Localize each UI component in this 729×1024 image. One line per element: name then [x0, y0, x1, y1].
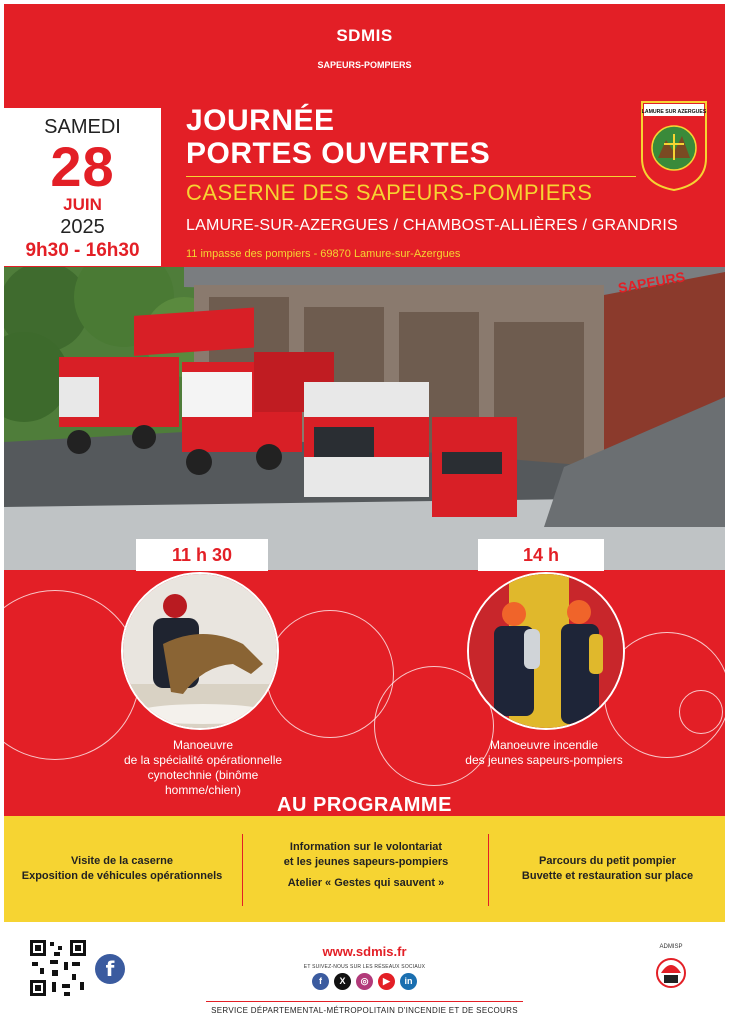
footer-org-text: SERVICE DÉPARTEMENTAL-MÉTROPOLITAIN D'INCENDIE ET DE SECOURS: [211, 1006, 518, 1015]
date-weekday: SAMEDI: [44, 116, 121, 138]
demo2-caption-line: des jeunes sapeurs-pompiers: [465, 753, 623, 767]
programme-title: AU PROGRAMME: [277, 794, 452, 816]
programme-col-2: [244, 840, 488, 891]
demo2-time: 14 h: [478, 539, 604, 571]
young-firefighters-photo: [467, 572, 625, 730]
date-box: [4, 108, 161, 266]
event-subtitle: CASERNE DES SAPEURS-POMPIERS: [186, 180, 593, 205]
programme-col-1: [4, 854, 240, 884]
crest-label: LAMURE SUR AZERGUES: [641, 109, 707, 115]
social-icons: [312, 973, 422, 991]
youtube-icon[interactable]: ▶: [378, 973, 395, 990]
programme-item: Buvette et restauration sur place: [521, 870, 694, 882]
programme-item: Parcours du petit pompier: [539, 855, 676, 867]
programme-item: Visite de la caserne: [71, 855, 173, 867]
title-divider: [186, 176, 636, 177]
linkedin-icon[interactable]: in: [400, 973, 417, 990]
demo1-caption: [108, 738, 298, 798]
date-day: 28: [50, 135, 115, 198]
org-subtitle: SAPEURS-POMPIERS: [317, 60, 412, 70]
follow-text: ET SUIVEZ-NOUS SUR LES RÉSEAUX SOCIAUX: [303, 964, 426, 970]
facebook-icon[interactable]: f: [95, 954, 125, 984]
instagram-icon[interactable]: ◎: [356, 973, 373, 990]
event-address: 11 impasse des pompiers - 69870 Lamure-sur-Azergues: [186, 248, 461, 260]
demo1-time: 11 h 30: [136, 539, 268, 571]
programme-col-3: [490, 854, 725, 884]
event-title-line1: JOURNÉE: [186, 104, 335, 137]
crest-emblem: [640, 100, 708, 192]
programme-band: [4, 816, 725, 922]
date-hours: 9h30 - 16h30: [25, 240, 140, 261]
demos-section: [4, 570, 725, 816]
programme-item: Information sur le volontariat: [289, 841, 443, 853]
deco-circle: [679, 690, 723, 734]
date-year: 2025: [60, 216, 105, 238]
demo1-caption-line: de la spécialité opérationnelle: [123, 753, 283, 767]
admisp-label: ADMISP: [659, 944, 683, 950]
date-month: JUIN: [63, 195, 102, 214]
website-link[interactable]: www.sdmis.fr: [322, 944, 407, 959]
programme-divider: [242, 834, 243, 906]
facebook-icon[interactable]: f: [312, 973, 329, 990]
event-title-line2: PORTES OUVERTES: [186, 137, 491, 170]
programme-item: et les jeunes sapeurs-pompiers: [283, 856, 449, 868]
demo1-caption-line: cynotechnie (binôme homme/chien): [147, 768, 259, 797]
x-icon[interactable]: X: [334, 973, 351, 990]
programme-item: Atelier « Gestes qui sauvent »: [287, 877, 445, 889]
admisp-emblem: [648, 951, 694, 995]
young-firefighters-illustration: [469, 574, 625, 730]
admisp-logo: [648, 944, 694, 994]
dog-handler-illustration: [123, 574, 279, 730]
deco-circle: [4, 590, 140, 760]
footer-rule: [206, 1001, 523, 1002]
station-photo: [4, 267, 725, 570]
org-title: SDMIS: [336, 26, 393, 45]
event-title: [186, 104, 490, 170]
dog-handler-photo: [121, 572, 279, 730]
programme-item: Exposition de véhicules opérationnels: [21, 870, 223, 882]
demo1-caption-line: Manoeuvre: [172, 738, 234, 752]
demo2-caption: [444, 738, 644, 768]
building-sign: SAPEURS: [616, 268, 687, 296]
demo2-caption-line: Manoeuvre incendie: [489, 738, 599, 752]
programme-divider: [488, 834, 489, 906]
event-towns: LAMURE-SUR-AZERGUES / CHAMBOST-ALLIÈRES / GRANDRIS: [186, 217, 678, 234]
